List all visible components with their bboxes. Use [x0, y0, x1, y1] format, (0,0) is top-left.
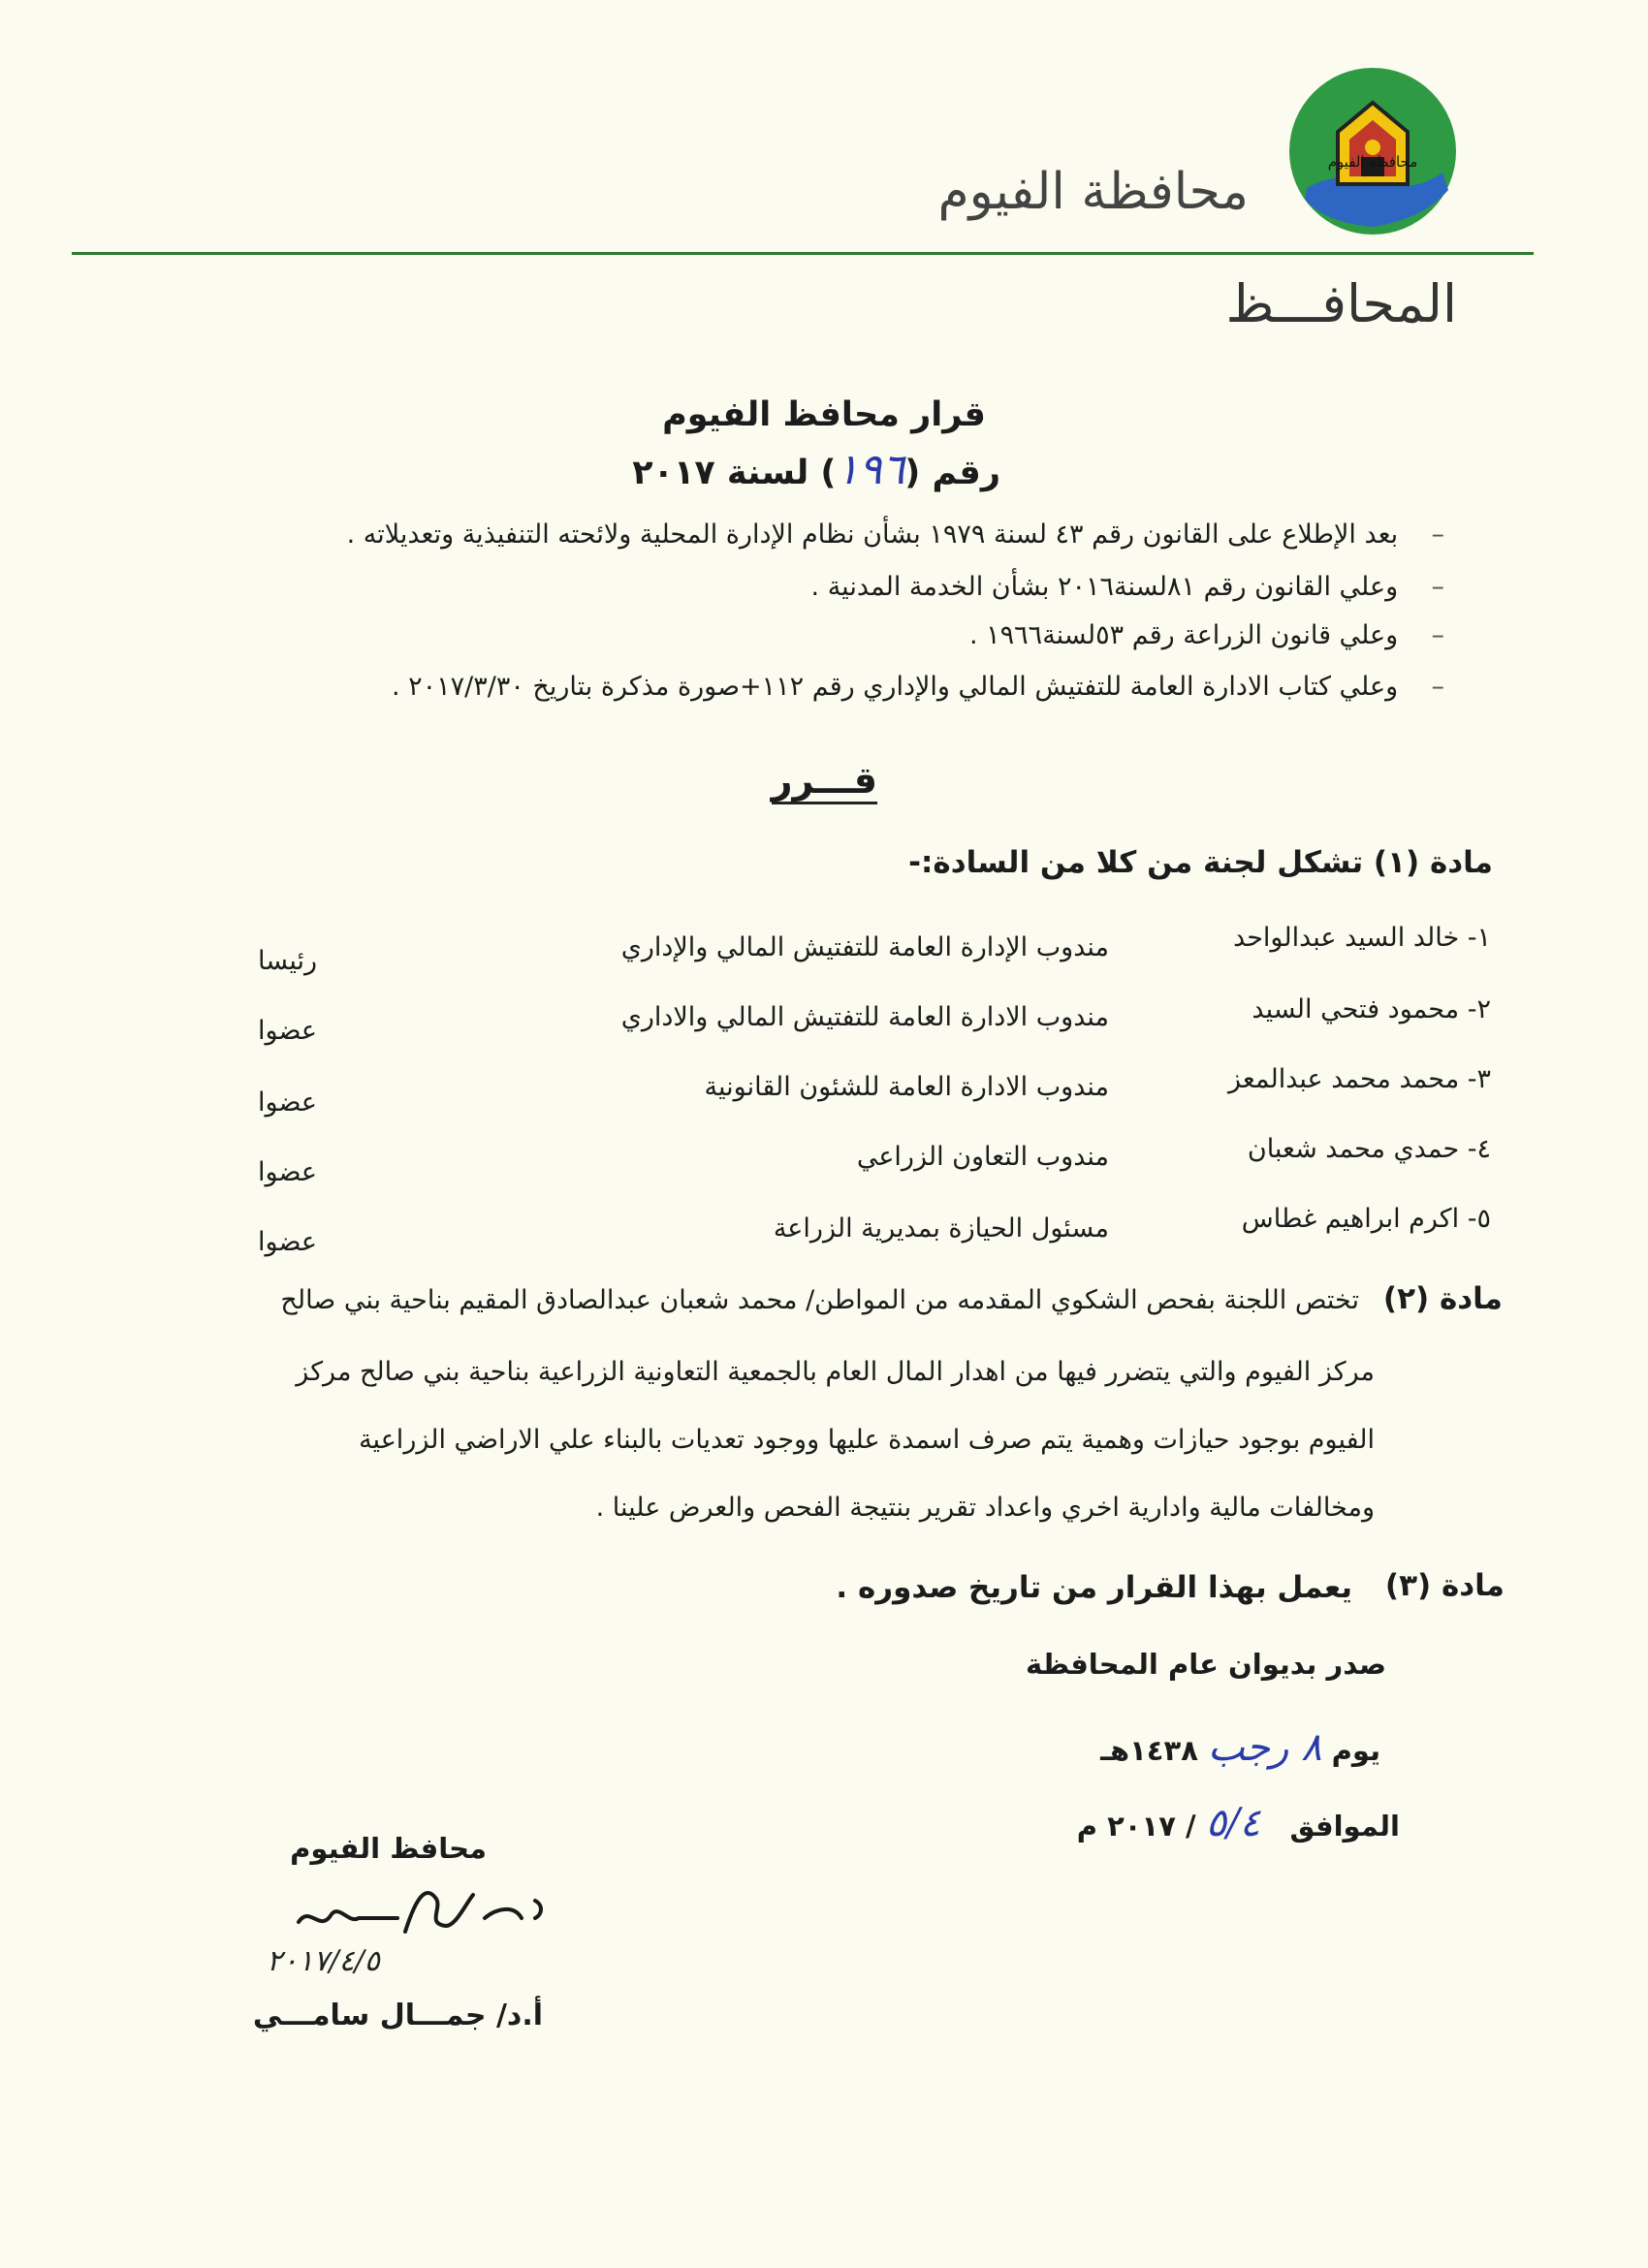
day-label: يوم	[1331, 1734, 1380, 1767]
decree-number-handwritten: ١٩٦	[836, 445, 905, 494]
article-2-line: الفيوم بوجود حيازات وهمية يتم صرف اسمدة عليها ووجود تعديات بالبناء علي الاراضي الزراعية	[359, 1425, 1375, 1455]
preamble-item: – وعلي قانون الزراعة رقم ٥٣لسنة١٩٦٦ .	[969, 620, 1444, 650]
member-name: ٢- محمود فتحي السيد	[1252, 994, 1491, 1024]
handwritten-signature	[281, 1875, 553, 1953]
article-2-line: ومخالفات مالية وادارية اخري واعداد تقرير بنتيجة الفحص والعرض علينا .	[595, 1493, 1375, 1523]
member-status: عضوا	[258, 1016, 317, 1046]
article-1-title: مادة (١) تشكل لجنة من كلا من السادة:-	[908, 845, 1493, 880]
member-role: مندوب الادارة العامة للشئون القانونية	[704, 1072, 1109, 1102]
article-2-line: تختص اللجنة بفحص الشكوي المقدمه من المواطن/ محمد شعبان عبدالصادق المقيم بناحية بني صالح	[280, 1285, 1359, 1315]
hijri-date-line	[1100, 1725, 1380, 1770]
governorate-logo	[1278, 64, 1468, 238]
member-role: مندوب التعاون الزراعي	[856, 1142, 1109, 1172]
gregorian-date-line	[1077, 1801, 1400, 1845]
gregorian-day-month-handwritten: ٥/٤	[1205, 1801, 1261, 1845]
member-status: رئيسا	[258, 946, 318, 976]
preamble-item: – وعلي القانون رقم ٨١لسنة٢٠١٦ بشأن الخدمة المدنية .	[810, 572, 1444, 602]
corresponding-label: الموافق	[1289, 1810, 1400, 1843]
article-2-line: مركز الفيوم والتي يتضرر فيها من اهدار المال العام بالجمعية التعاونية الزراعية بناحية بني صالح مركز	[296, 1357, 1375, 1387]
member-name: ٣- محمد محمد عبدالمعز	[1227, 1064, 1491, 1094]
member-role: مندوب الادارة العامة للتفتيش المالي والاداري	[620, 1002, 1109, 1032]
member-status: عضوا	[258, 1227, 317, 1257]
governorate-name: محافظة الفيوم	[937, 163, 1249, 221]
hijri-year: ١٤٣٨هـ	[1100, 1734, 1198, 1767]
member-role: مندوب الإدارة العامة للتفتيش المالي والإداري	[620, 932, 1109, 962]
member-name: ١- خالد السيد عبدالواحد	[1233, 923, 1491, 953]
preamble-item: – بعد الإطلاع على القانون رقم ٤٣ لسنة ١٩٧٩ بشأن نظام الإدارة المحلية ولائحته التنفيذية وتعديلاته .	[346, 520, 1444, 550]
hijri-day-handwritten: ٨ رجب	[1208, 1725, 1322, 1770]
member-status: عضوا	[258, 1157, 317, 1187]
signatory-name: أ.د/ جمـــال سامـــي	[252, 1999, 543, 2032]
decree-title: قرار محافظ الفيوم	[662, 395, 986, 434]
decree-number-suffix: ) لسنة ٢٠١٧	[632, 454, 837, 492]
member-name: ٥- اكرم ابراهيم غطاس	[1241, 1204, 1491, 1234]
decree-number-line	[632, 445, 1000, 494]
decision-heading: قـــرر	[772, 761, 877, 804]
member-role: مسئول الحيازة بمديرية الزراعة	[773, 1213, 1109, 1244]
decree-number-prefix: رقم (	[904, 454, 1000, 492]
signature-title: محافظ الفيوم	[290, 1832, 487, 1865]
member-name: ٤- حمدي محمد شعبان	[1247, 1134, 1491, 1164]
signature-date: ٢٠١٧/٤/٥	[267, 1944, 380, 1978]
member-status: عضوا	[258, 1087, 317, 1118]
gregorian-year: / ٢٠١٧ م	[1076, 1810, 1196, 1843]
article-3-text: يعمل بهذا القرار من تاريخ صدوره .	[836, 1570, 1352, 1605]
svg-text:محافظة الفيوم: محافظة الفيوم	[1327, 153, 1418, 171]
issued-at: صدر بديوان عام المحافظة	[1025, 1648, 1386, 1681]
office-title: المحافـــظ	[1225, 273, 1457, 334]
header-divider	[72, 252, 1534, 255]
preamble-item: – وعلي كتاب الادارة العامة للتفتيش المالي والإداري رقم ١١٢+صورة مذكرة بتاريخ ٢٠١٧/٣/٣٠ .	[391, 672, 1444, 702]
article-3-label: مادة (٣)	[1384, 1568, 1505, 1603]
article-2-label: مادة (٢)	[1382, 1281, 1503, 1316]
